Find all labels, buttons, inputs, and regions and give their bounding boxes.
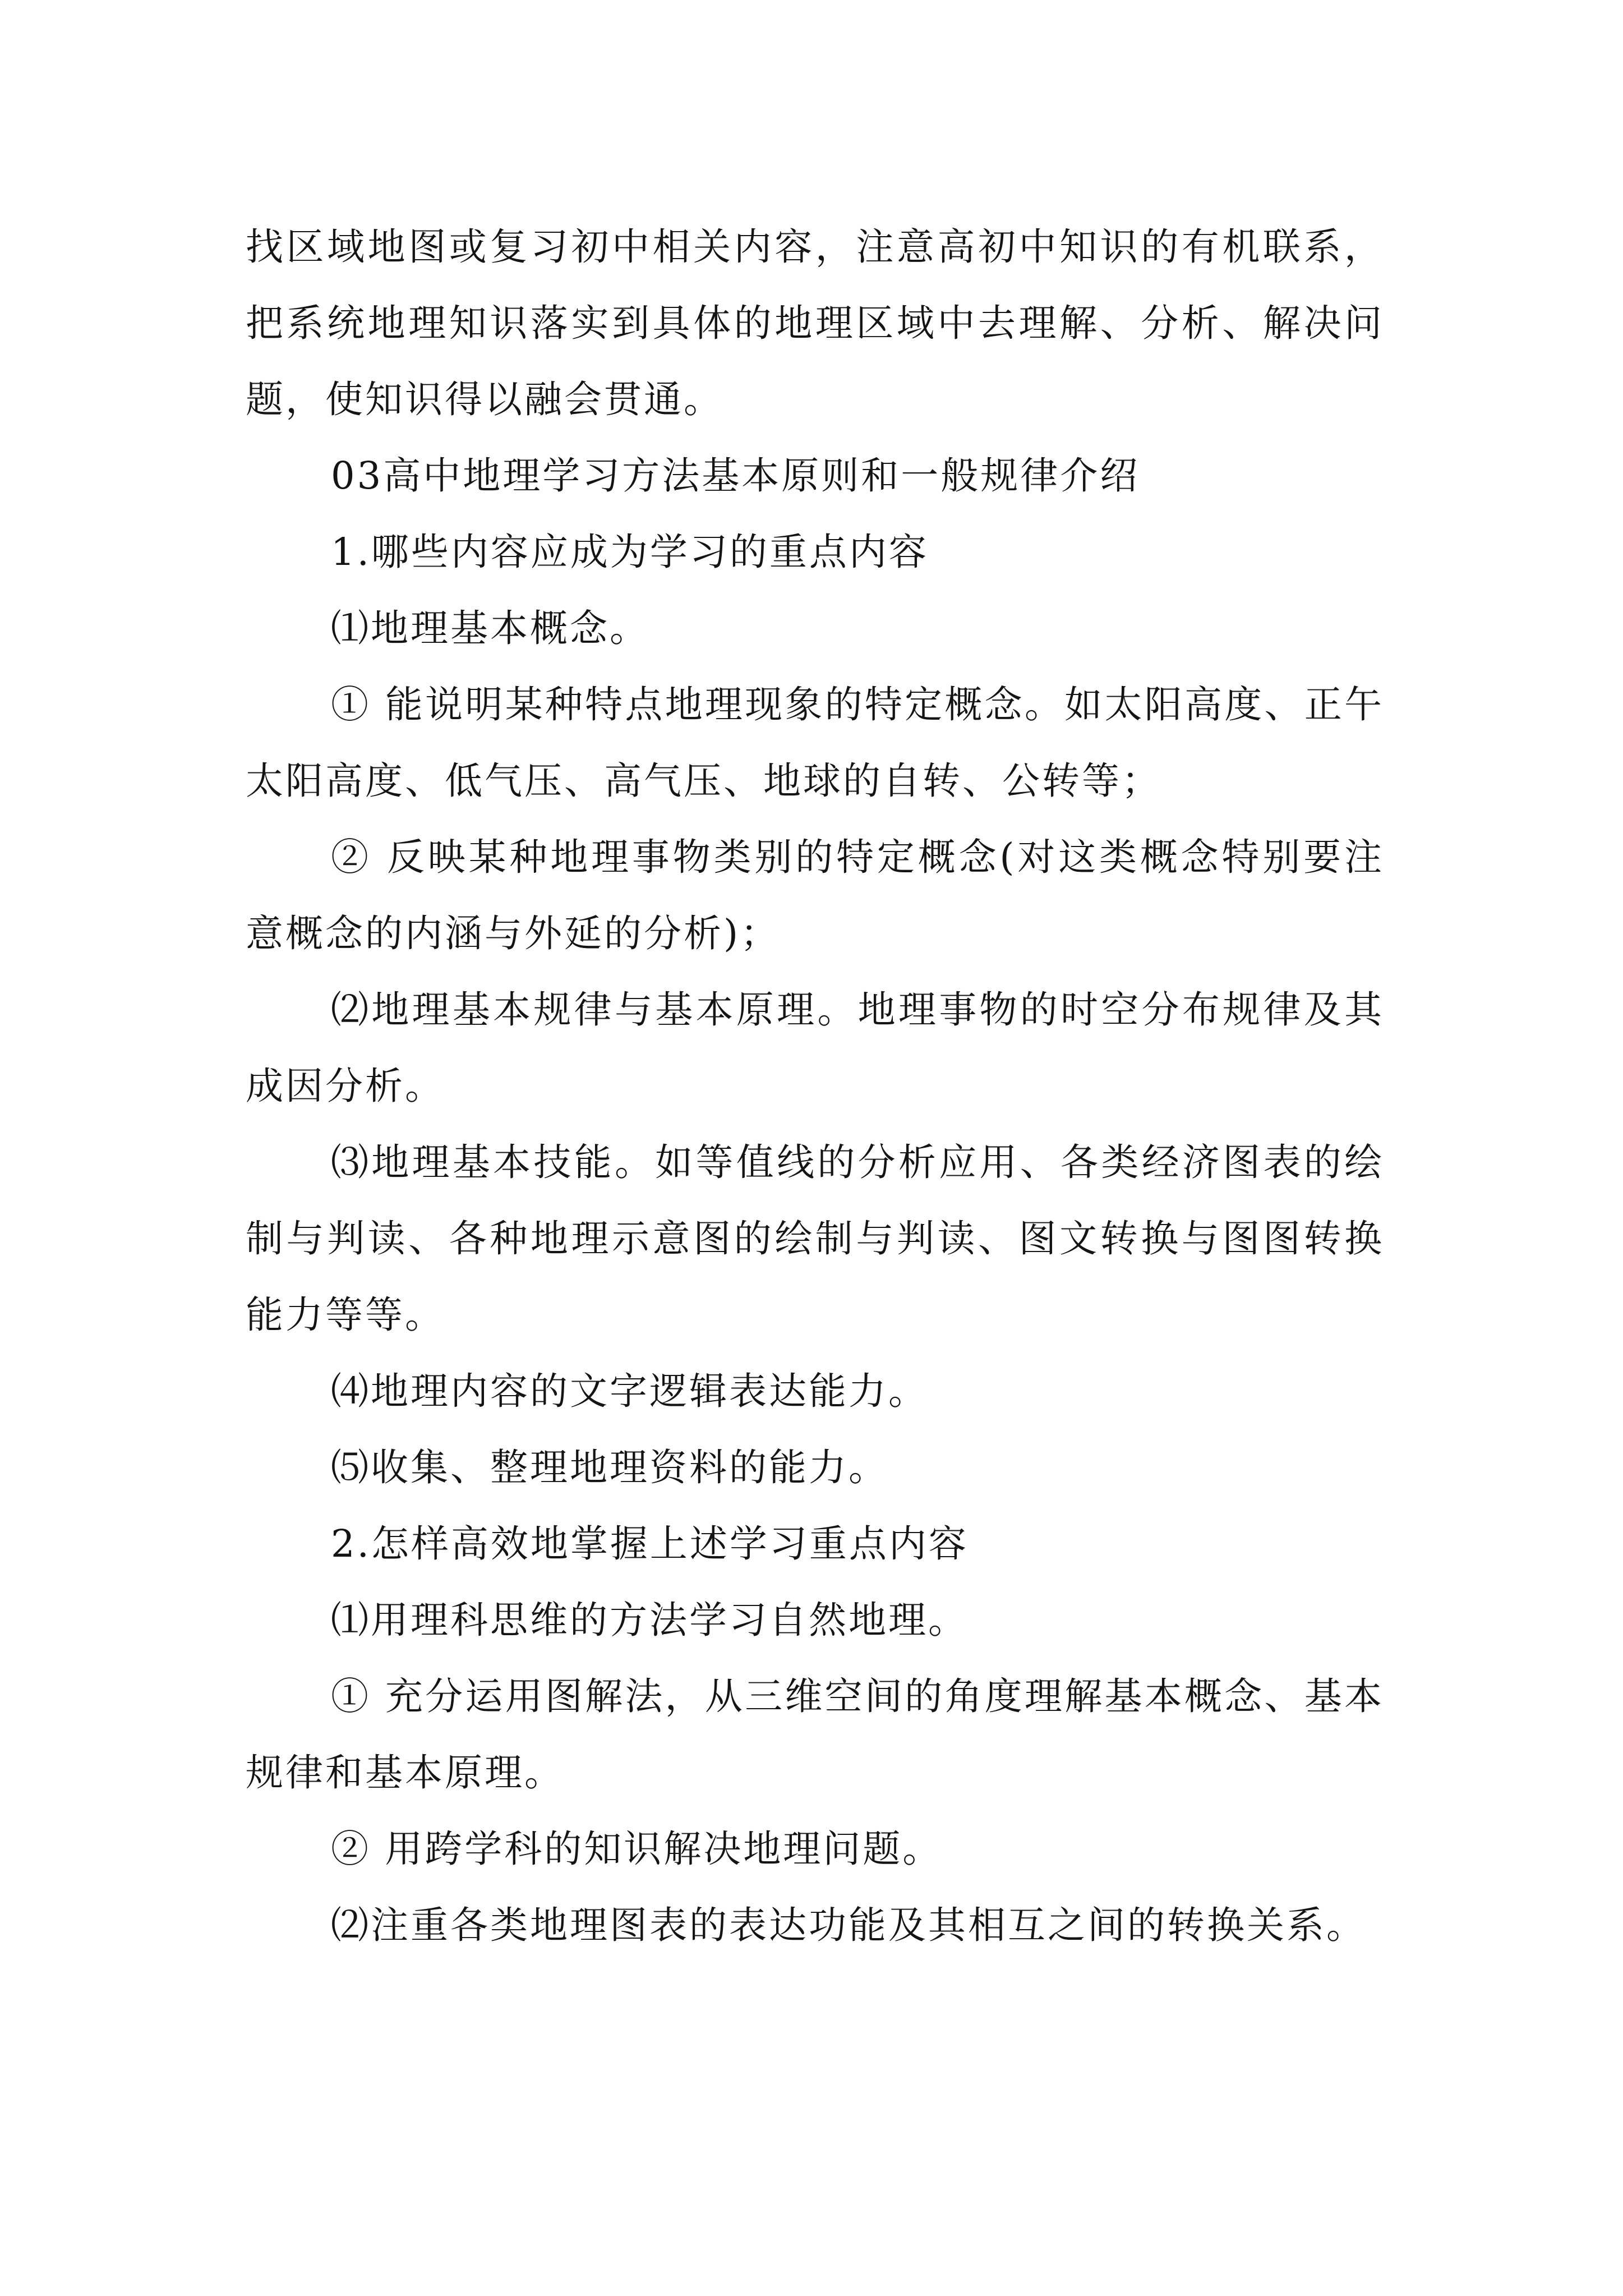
list-item-1-2: ⑵地理基本规律与基本原理。地理事物的时空分布规律及其成因分析。 xyxy=(246,988,1384,1108)
list-item-2-1-b: ② 用跨学科的知识解决地理问题。 xyxy=(331,1827,943,1871)
subheading-2: 2.怎样高效地掌握上述学习重点内容 xyxy=(331,1522,969,1566)
list-item-2-1: ⑴用理科思维的方法学习自然地理。 xyxy=(331,1598,968,1642)
paragraph-continuation: 找区域地图或复习初中相关内容，注意高初中知识的有机联系，把系统地理知识落实到具体的地理区域中去理解、分析、解决问题，使知识得以融会贯通。 xyxy=(246,225,1384,421)
subheading-1: 1.哪些内容应成为学习的重点内容 xyxy=(331,530,929,574)
document-body xyxy=(246,209,1384,1963)
list-item-1-4: ⑷地理内容的文字逻辑表达能力。 xyxy=(331,1369,928,1413)
list-item-1-5: ⑸收集、整理地理资料的能力。 xyxy=(331,1446,888,1489)
list-item-1-3: ⑶地理基本技能。如等值线的分析应用、各类经济图表的绘制与判读、各种地理示意图的绘制与判读、图文转换与图图转换能力等等。 xyxy=(246,1140,1384,1337)
section-heading-03: 03高中地理学习方法基本原则和一般规律介绍 xyxy=(331,454,1140,498)
list-item-1-1-a: ① 能说明某种特点地理现象的特定概念。如太阳高度、正午太阳高度、低气压、高气压、地球的自转、公转等； xyxy=(246,683,1384,803)
list-item-1-1: ⑴地理基本概念。 xyxy=(331,606,649,650)
list-item-2-2: ⑵注重各类地理图表的表达功能及其相互之间的转换关系。 xyxy=(331,1903,1366,1947)
list-item-1-1-b: ② 反映某种地理事物类别的特定概念(对这类概念特别要注意概念的内涵与外延的分析)； xyxy=(246,835,1384,955)
list-item-2-1-a: ① 充分运用图解法，从三维空间的角度理解基本概念、基本规律和基本原理。 xyxy=(246,1674,1384,1795)
